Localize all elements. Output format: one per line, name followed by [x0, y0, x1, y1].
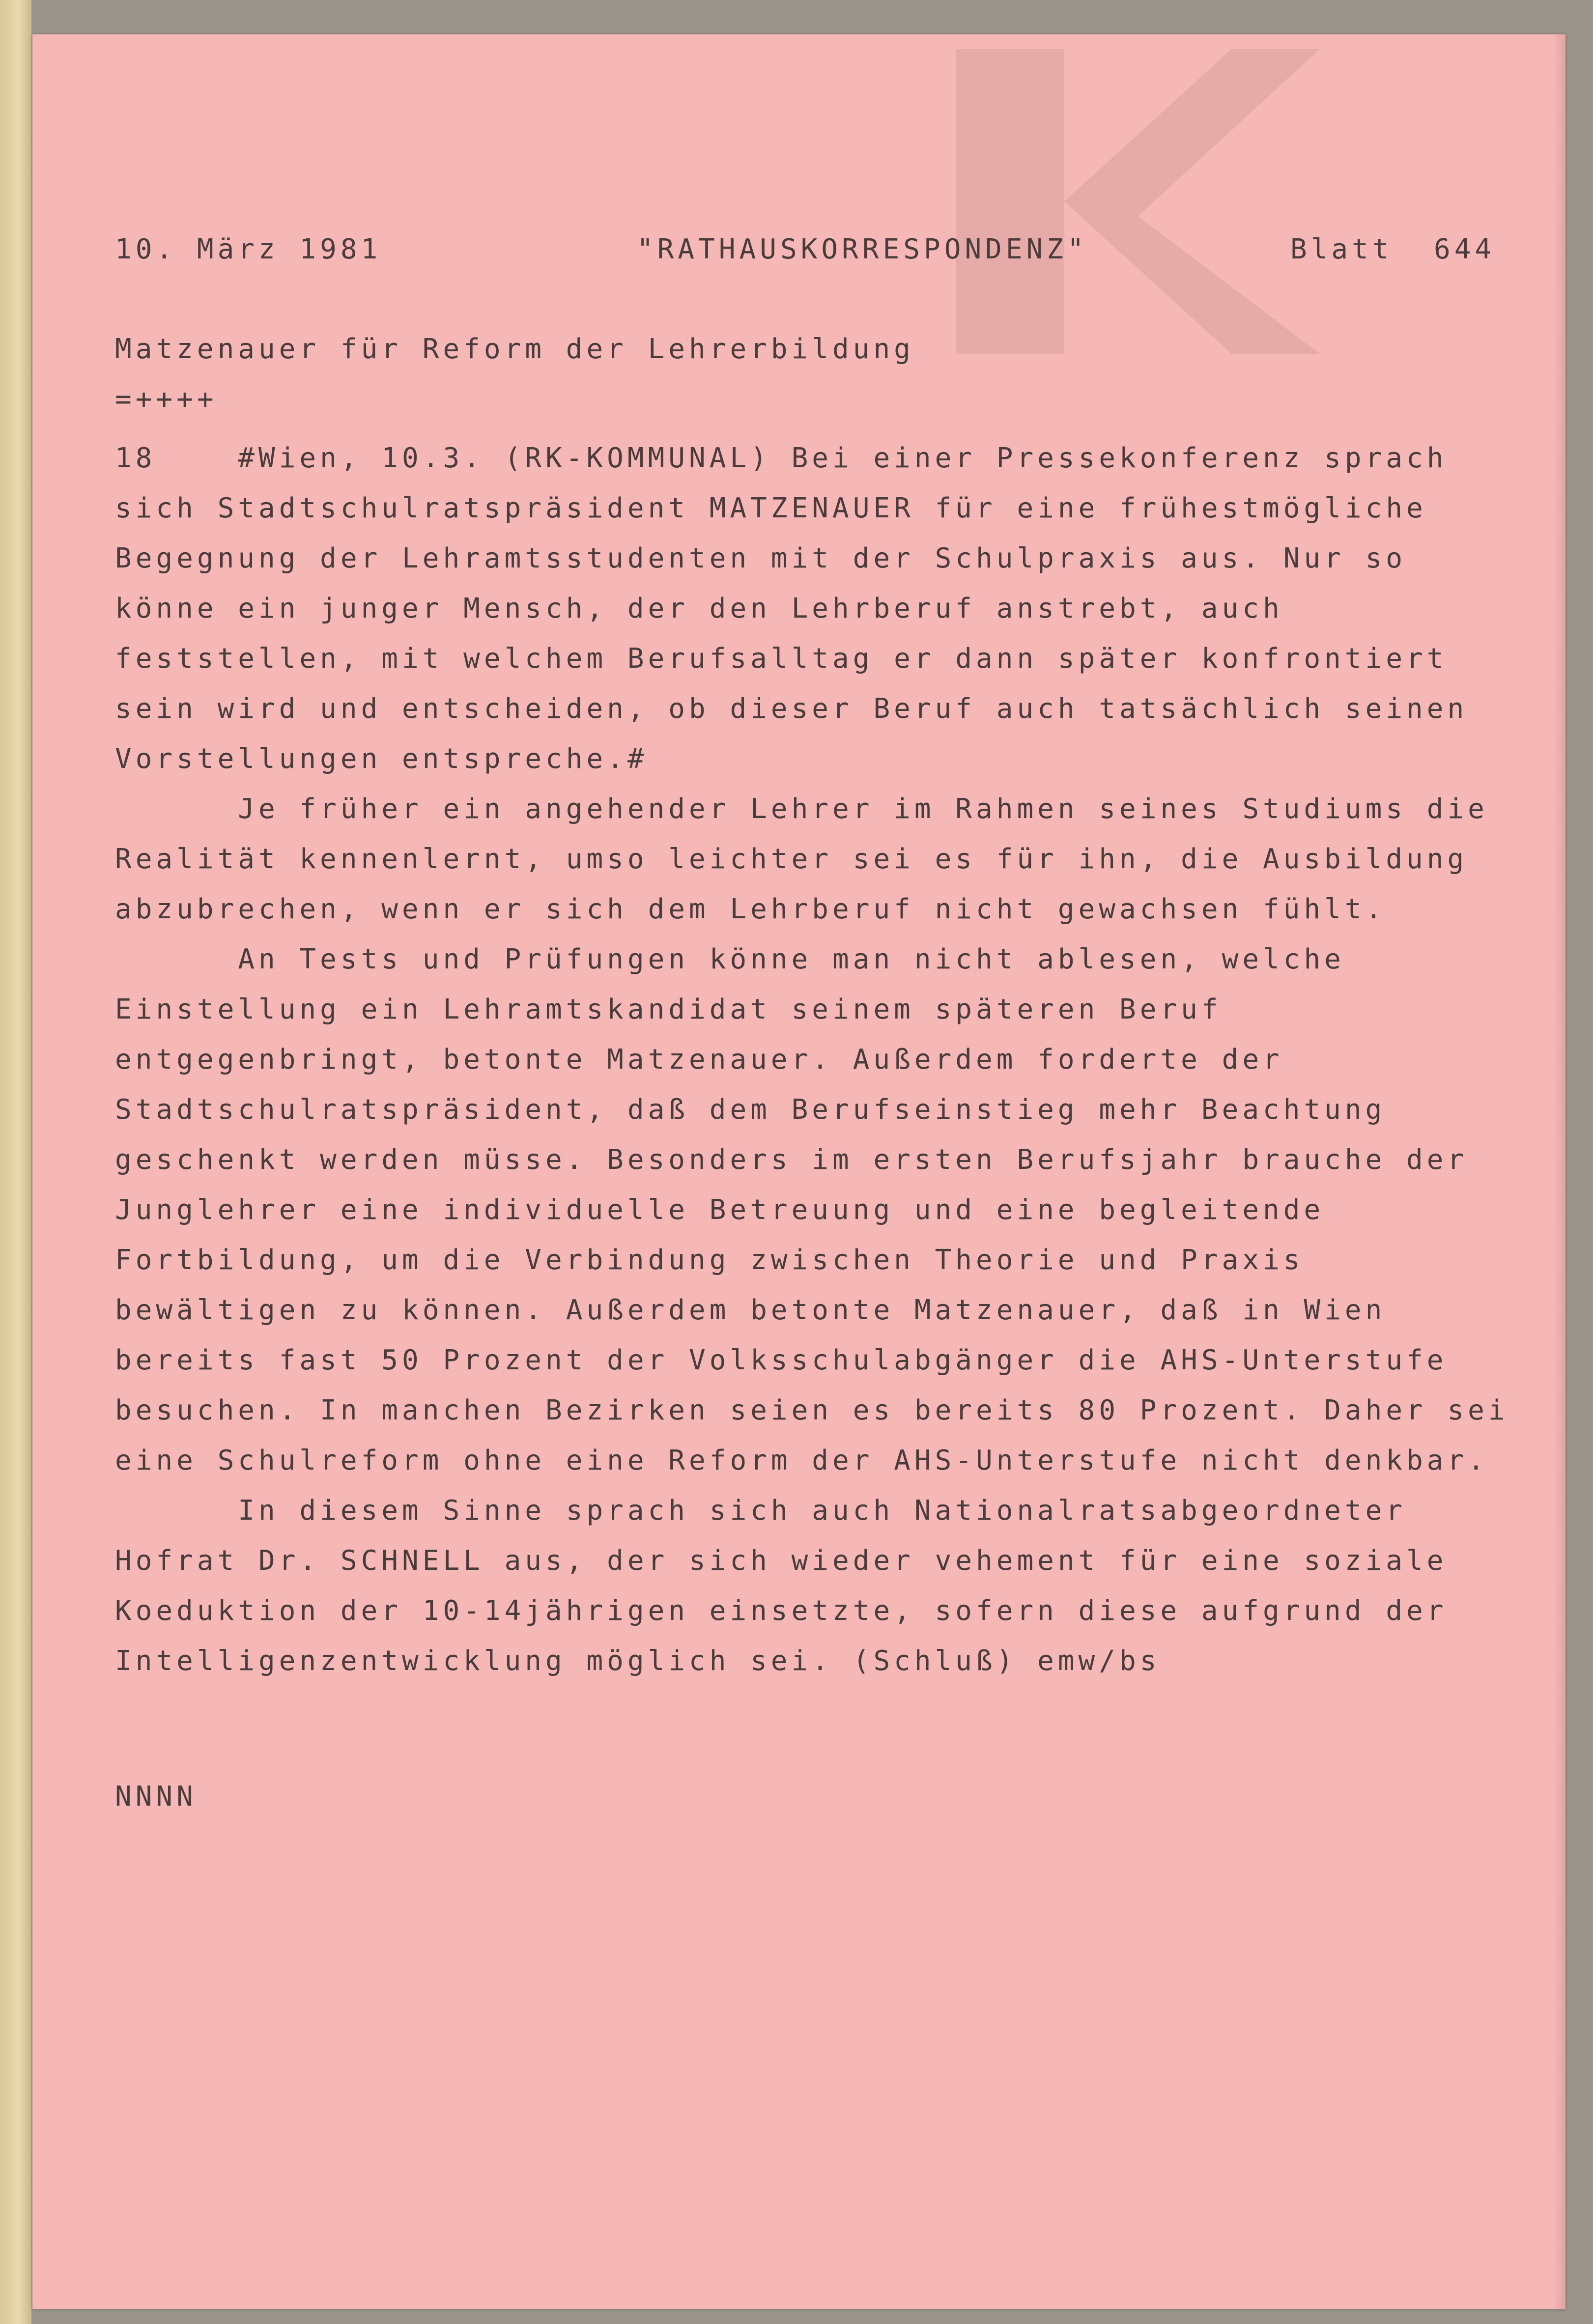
body-line: Stadtschulratspräsident, daß dem Berufseinstieg mehr Beachtung [115, 1094, 1386, 1126]
page-edge-shadow [1554, 34, 1565, 2309]
body-line: Einstellung ein Lehramtskandidat seinem späteren Beruf [115, 993, 1222, 1025]
body-line: feststellen, mit welchem Berufsalltag er dann später konfrontiert [115, 643, 1448, 675]
body-line: Junglehrer eine individuelle Betreuung und eine begleitende [115, 1194, 1325, 1226]
body-line: Begegnung der Lehramtsstudenten mit der Schulpraxis aus. Nur so [115, 542, 1407, 574]
body-line: Koeduktion der 10-14jährigen einsetzte, sofern diese aufgrund der [115, 1595, 1448, 1627]
body-line: Vorstellungen entspreche.# [115, 743, 648, 775]
end-marker: NNNN [115, 1781, 197, 1813]
article-headline: Matzenauer für Reform der Lehrerbildung [115, 333, 914, 365]
body-line: 18 #Wien, 10.3. (RK-KOMMUNAL) Bei einer Pressekonferenz sprach [115, 442, 1448, 474]
header-date: 10. März 1981 [115, 233, 382, 265]
body-line: sein wird und entscheiden, ob dieser Beruf auch tatsächlich seinen [115, 693, 1468, 725]
body-line: Hofrat Dr. SCHNELL aus, der sich wieder vehement für eine soziale [115, 1545, 1448, 1577]
body-line: entgegenbringt, betonte Matzenauer. Außerdem forderte der [115, 1044, 1283, 1076]
body-line: bewältigen zu können. Außerdem betonte Matzenauer, daß in Wien [115, 1294, 1386, 1326]
binding-strip [0, 0, 31, 2324]
body-line: An Tests und Prüfungen könne man nicht ablesen, welche [115, 943, 1345, 975]
body-line: geschenkt werden müsse. Besonders im ersten Berufsjahr brauche der [115, 1144, 1468, 1176]
body-line: Intelligenzentwicklung möglich sei. (Schluß) emw/bs [115, 1645, 1161, 1677]
article-body [115, 433, 1565, 1686]
document-page [32, 34, 1565, 2309]
body-line: abzubrechen, wenn er sich dem Lehrberuf nicht gewachsen fühlt. [115, 893, 1386, 925]
body-line: könne ein junger Mensch, der den Lehrberuf anstrebt, auch [115, 593, 1283, 624]
body-line: In diesem Sinne sprach sich auch Nationalratsabgeordneter [115, 1495, 1407, 1527]
body-line: besuchen. In manchen Bezirken seien es bereits 80 Prozent. Daher sei [115, 1394, 1509, 1426]
body-line: Fortbildung, um die Verbindung zwischen Theorie und Praxis [115, 1244, 1304, 1276]
separator-marker: =++++ [115, 383, 218, 415]
body-line: Realität kennenlernt, umso leichter sei es für ihn, die Ausbildung [115, 843, 1468, 875]
body-line: sich Stadtschulratspräsident MATZENAUER für eine frühestmögliche [115, 492, 1427, 524]
letterhead-bleedthrough-logo [927, 39, 1330, 364]
body-line: eine Schulreform ohne eine Reform der AHS-Unterstufe nicht denkbar. [115, 1445, 1488, 1476]
header-sheet-number: Blatt 644 [1290, 233, 1496, 265]
body-line: bereits fast 50 Prozent der Volksschulabgänger die AHS-Unterstufe [115, 1344, 1448, 1376]
header-source: "RATHAUSKORRESPONDENZ" [637, 233, 1088, 265]
body-line: Je früher ein angehender Lehrer im Rahmen seines Studiums die [115, 793, 1488, 825]
